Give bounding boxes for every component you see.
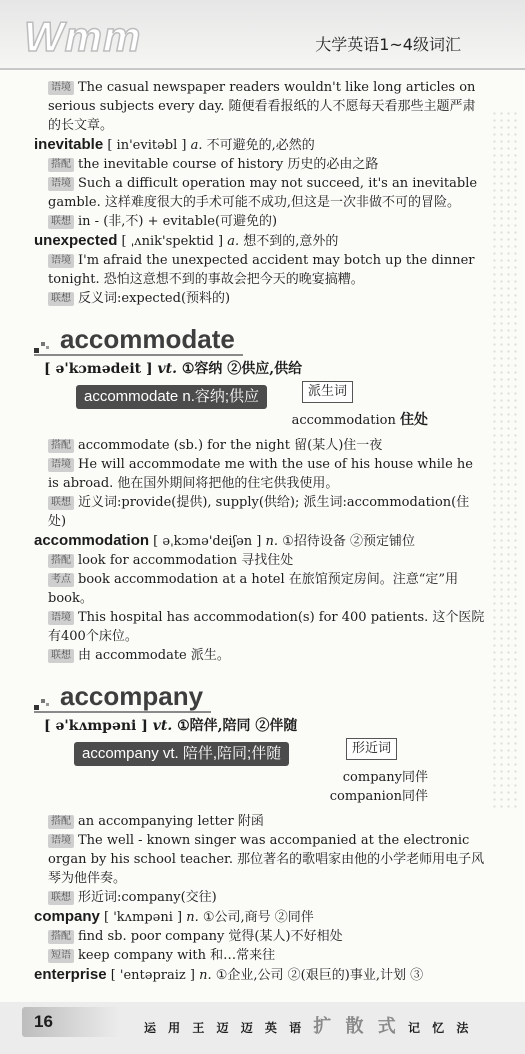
feature-headword: accompany	[34, 681, 211, 713]
similar-word: company同伴	[342, 770, 428, 785]
collocation: 搭配 look for accommodation 寻找住处	[34, 551, 486, 570]
feature-definition: [ ə'kʌmpəni ] vt. ①陪伴,陪同 ②伴随	[44, 718, 298, 734]
phonetic: [ 'kʌmpəni ]	[104, 910, 183, 925]
page-number: 16	[22, 1007, 122, 1037]
banner-text: accommodate n.容纳;供应	[76, 385, 267, 409]
example: 语境 I'm afraid the unexpected accident may botch up the dinner tonight. 恐怕这意想不到的事故会把今天的晚宴搞糟。	[48, 253, 475, 287]
similar-banner	[74, 742, 486, 768]
collocation: 搭配 find sb. poor company 觉得(某人)不好相处	[34, 927, 486, 946]
banner-text: accompany vt. 陪伴,陪同;伴随	[74, 742, 289, 766]
meaning: ①招待设备 ②预定铺位	[282, 534, 415, 549]
page-content	[34, 78, 486, 985]
part-of-speech: a.	[190, 138, 203, 153]
association: 联想 由 accommodate 派生。	[34, 646, 486, 665]
part-of-speech: n.	[265, 534, 279, 549]
headword: accommodation	[34, 532, 150, 549]
top-example: 语境 The casual newspaper readers wouldn't like long articles on serious subjects every day. 随便看看报纸的人不愿每天看那些主题严肃的长文章。	[48, 80, 476, 133]
derivation-banner	[76, 385, 486, 411]
feature-accompany	[34, 681, 486, 806]
phonetic: [ ˌʌnik'spektid ]	[121, 234, 224, 249]
bullet-icon	[34, 697, 52, 711]
derived-word: accommodation 住处	[291, 412, 428, 428]
headword: inevitable	[34, 136, 104, 153]
header-logo: Wmm	[24, 13, 142, 60]
collocation: 搭配 an accompanying letter 附函	[34, 812, 486, 831]
page-footer	[0, 1002, 525, 1054]
meaning: ①企业,公司 ②(艰巨的)事业,计划 ③	[215, 968, 424, 983]
collocation: 搭配 the inevitable course of history 历史的必由之路	[34, 155, 486, 174]
footer-title: 运 用 王 迈 迈 英 语 扩 散 式 记 忆 法	[144, 1016, 473, 1037]
phrase: 短语 keep company with 和…常来往	[34, 946, 486, 965]
meaning: 想不到的,意外的	[243, 234, 339, 249]
similar-word: companion同伴	[329, 789, 428, 804]
association: 联想 形近词:company(交往)	[34, 888, 486, 907]
example: 语境 The well - known singer was accompanied at the electronic organ by his school teacher. 那位著名的歌唱家由他的小学老师用电子风琴为他伴奏。	[48, 833, 485, 886]
example: 语境 This hospital has accommodation(s) for 400 patients. 这个医院有400个床位。	[48, 610, 485, 644]
tag-example: 语境	[48, 81, 74, 95]
header-divider	[0, 68, 525, 70]
header-title: 大学英语1~4级词汇	[315, 35, 461, 54]
association: 联想 反义词:expected(预料的)	[34, 289, 486, 308]
exam-point: 考点 book accommodation at a hotel 在旅馆预定房间。注意“定”用 book。	[48, 572, 459, 606]
feature-definition: [ ə'kɔmədeit ] vt. ①容纳 ②供应,供给	[44, 361, 303, 377]
dot-pattern-decoration	[491, 110, 521, 810]
phonetic: [ 'entəpraiz ]	[110, 968, 195, 983]
headword: unexpected	[34, 232, 118, 249]
entry-enterprise	[34, 965, 486, 985]
page-header	[0, 0, 525, 70]
relation-label: 派生词	[302, 381, 353, 403]
part-of-speech: n.	[199, 968, 212, 983]
entry-accommodation	[34, 531, 486, 551]
entry-company	[34, 907, 486, 927]
association: 联想 in - (非,不) + evitable(可避免的)	[34, 212, 486, 231]
entry-unexpected	[34, 231, 486, 251]
headword: company	[34, 908, 100, 925]
meaning: 不可避免的,必然的	[206, 138, 315, 153]
collocation: 搭配 accommodate (sb.) for the night 留(某人)住一夜	[34, 436, 486, 455]
meaning: ①公司,商号 ②同伴	[202, 910, 314, 925]
association: 联想 近义词:provide(提供), supply(供给); 派生词:accommodation(住处)	[48, 495, 470, 529]
feature-headword: accommodate	[34, 324, 243, 356]
part-of-speech: a.	[227, 234, 240, 249]
entry-inevitable	[34, 135, 486, 155]
headword: enterprise	[34, 966, 107, 983]
relation-label: 形近词	[346, 738, 397, 760]
phonetic: [ əˌkɔmə'deiʃən ]	[153, 534, 262, 549]
example: 语境 Such a difficult operation may not succeed, it's an inevitable gamble. 这样难度很大的手术可能不成功,但这是一次非做不可的冒险。	[48, 176, 478, 210]
part-of-speech: n.	[186, 910, 199, 925]
bullet-icon	[34, 340, 52, 354]
feature-accommodate	[34, 324, 486, 430]
phonetic: [ in'evitəbl ]	[107, 138, 187, 153]
example: 语境 He will accommodate me with the use of his house while he is abroad. 他在国外期间将把他的住宅供我使用。	[48, 457, 473, 491]
